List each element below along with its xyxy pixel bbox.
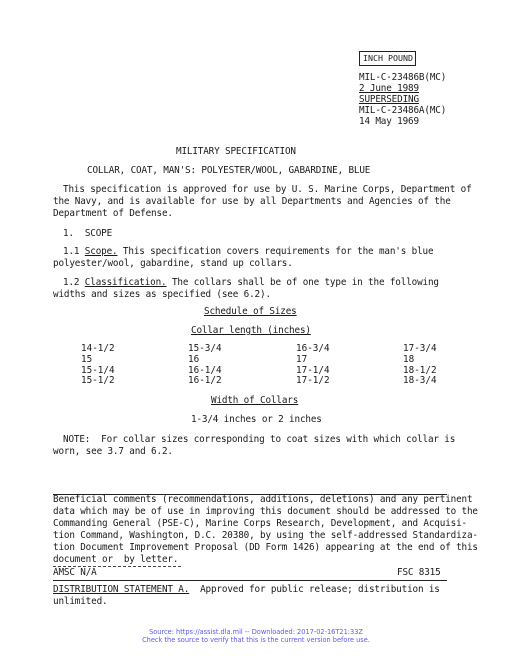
collar-length-title: Collar length (inches) bbox=[191, 325, 311, 336]
superseded-number: MIL-C-23486A(MC) bbox=[359, 105, 447, 116]
para-text: The collars shall be of one type in the following bbox=[166, 277, 439, 288]
para-1-1-line-1 bbox=[63, 246, 433, 258]
note-line-2: worn, see 3.7 and 6.2. bbox=[53, 446, 173, 457]
note-line-1: NOTE: For collar sizes corresponding to coat sizes with which collar is bbox=[63, 434, 456, 445]
size-cell: 16-3/4 bbox=[296, 343, 330, 354]
section-title: SCOPE bbox=[84, 228, 113, 239]
size-cell: 17-1/4 bbox=[296, 364, 330, 376]
fsc-label: FSC 8315 bbox=[397, 567, 441, 578]
size-column-4 bbox=[403, 344, 473, 387]
beneficial-line-2: data which may be of use in improving this document should be addressed to the bbox=[53, 506, 478, 517]
superseding-label: SUPERSEDING bbox=[359, 94, 419, 105]
size-cell: 17-3/4 bbox=[403, 343, 437, 354]
size-column-3 bbox=[296, 344, 366, 387]
width-value: 1-3/4 inches or 2 inches bbox=[191, 414, 322, 425]
size-cell: 18-1/2 bbox=[403, 364, 437, 376]
document-number: MIL-C-23486B(MC) bbox=[359, 72, 447, 83]
size-cell: 18-3/4 bbox=[403, 375, 437, 387]
superseded-date: 14 May 1969 bbox=[359, 116, 419, 127]
size-cell: 18 bbox=[403, 353, 415, 365]
size-cell: 17-1/2 bbox=[296, 375, 330, 387]
inch-pound-label: INCH POUND bbox=[363, 53, 413, 63]
distribution-line-2: unlimited. bbox=[53, 596, 108, 607]
distribution-line-1 bbox=[53, 584, 440, 596]
section-1-heading bbox=[63, 228, 112, 240]
size-cell: 16-1/4 bbox=[188, 364, 222, 376]
para-heading: Classification. bbox=[84, 277, 167, 288]
size-column-1 bbox=[81, 344, 151, 387]
width-title: Width of Collars bbox=[211, 395, 299, 406]
intro-line-2: the Navy, and is available for use by all Departments and Agencies of the bbox=[53, 196, 451, 207]
para-number: 1.1 bbox=[63, 246, 80, 257]
footer-check: Check the source to verify that this is the current version before use. bbox=[142, 636, 370, 644]
distribution-text: Approved for public release; distribution is bbox=[189, 584, 440, 595]
beneficial-line-1: Beneficial comments (recommendations, additions, deletions) and any pertinent bbox=[53, 494, 473, 505]
intro-line-3: Department of Defense. bbox=[53, 208, 173, 219]
footer-source: Source: https://assist.dla.mil -- Downloaded: 2017-02-16T21:33Z bbox=[149, 628, 363, 636]
size-cell: 15-3/4 bbox=[188, 343, 222, 354]
size-cell: 17 bbox=[296, 353, 308, 365]
beneficial-line-5: tion Document Improvement Proposal (DD Form 1426) appearing at the end of this bbox=[53, 542, 478, 553]
size-cell: 15-1/4 bbox=[81, 364, 115, 376]
beneficial-line-6: document or by letter. bbox=[53, 554, 179, 565]
beneficial-line-3: Commanding General (PSE-C), Marine Corps Research, Development, and Acquisi- bbox=[53, 518, 467, 529]
size-cell: 14-1/2 bbox=[81, 343, 115, 354]
size-cell: 16-1/2 bbox=[188, 375, 222, 387]
para-text: This specification covers requirements for the man's blue bbox=[117, 246, 434, 257]
para-1-2-line-1 bbox=[63, 277, 439, 289]
para-number: 1.2 bbox=[63, 277, 80, 288]
size-cell: 15-1/2 bbox=[81, 375, 115, 387]
size-column-2 bbox=[188, 344, 258, 387]
size-cell: 16 bbox=[188, 353, 200, 365]
section-number: 1. bbox=[63, 228, 74, 239]
distribution-label: DISTRIBUTION STATEMENT A. bbox=[53, 584, 190, 595]
schedule-title: Schedule of Sizes bbox=[204, 306, 297, 317]
inch-pound-box bbox=[359, 51, 416, 66]
size-cell: 15 bbox=[81, 353, 93, 365]
spec-heading: MILITARY SPECIFICATION bbox=[176, 146, 296, 157]
amsc-label: AMSC N/A bbox=[53, 567, 97, 578]
para-heading: Scope. bbox=[84, 246, 118, 257]
spec-subject: COLLAR, COAT, MAN'S: POLYESTER/WOOL, GABARDINE, BLUE bbox=[87, 165, 371, 176]
amsc-rule bbox=[53, 580, 447, 581]
document-date: 2 June 1989 bbox=[359, 83, 419, 94]
para-1-2-line-2: widths and sizes as specified (see 6.2). bbox=[53, 289, 271, 300]
para-1-1-line-2: polyester/wool, gabardine, stand up collars. bbox=[53, 258, 293, 269]
beneficial-line-4: tion Command, Washington, D.C. 20380, by using the self-addressed Standardiza- bbox=[53, 530, 478, 541]
intro-line-1: This specification is approved for use by U. S. Marine Corps, Department of bbox=[63, 184, 472, 195]
